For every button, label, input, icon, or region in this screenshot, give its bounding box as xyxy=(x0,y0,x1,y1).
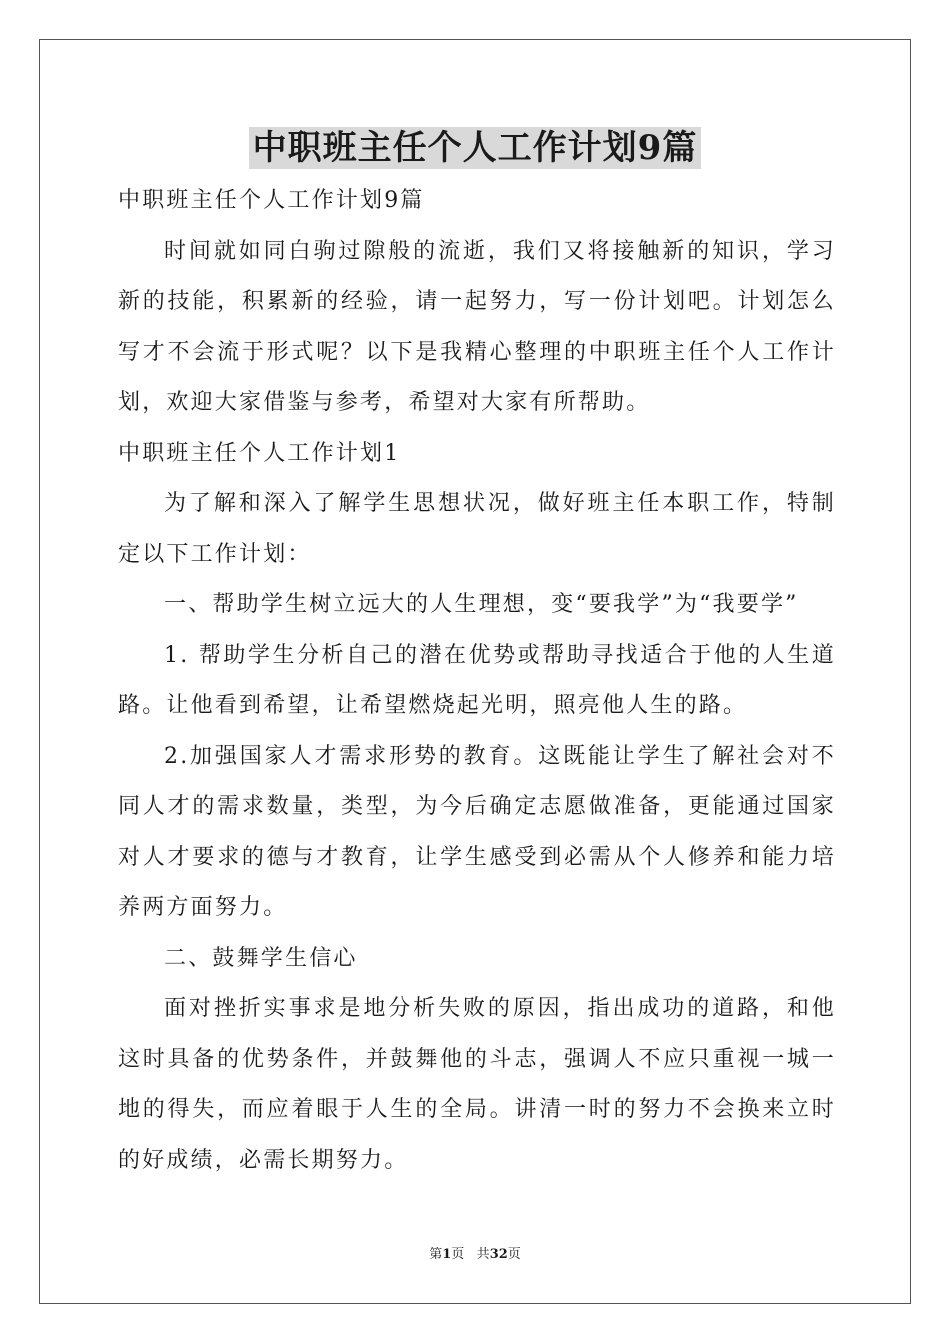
paragraph: 1. 帮助学生分析自己的潜在优势或帮助寻找适合于他的人生道路。让他看到希望，让希望燃烧起光明，照亮他人生的路。 xyxy=(118,642,836,718)
paragraph: 二、鼓舞学生信心 xyxy=(164,945,358,971)
page-footer xyxy=(0,1246,950,1264)
total-suffix: 页 xyxy=(507,1247,521,1262)
paragraph: 一、帮助学生树立远大的人生理想，变“要我学”为“我要学” xyxy=(164,592,799,617)
paragraph: 时间就如同白驹过隙般的流逝，我们又将接触新的知识，学习新的技能，积累新的经验，请一起努力，写一份计划吧。计划怎么写才不会流于形式呢？以下是我精心整理的中职班主任个人工作计划，欢迎大家借鉴与参考，希望对大家有所帮助。 xyxy=(118,238,836,415)
page-prefix: 第 xyxy=(429,1247,443,1262)
section-heading: 中职班主任个人工作计划1 xyxy=(118,440,401,466)
paragraph: 为了解和深入了解学生思想状况，做好班主任本职工作，特制定以下工作计划： xyxy=(118,491,836,567)
total-pages: 32 xyxy=(489,1247,508,1262)
title-container xyxy=(0,127,950,169)
document-title: 中职班主任个人工作计划9篇 xyxy=(249,127,702,169)
paragraph: 面对挫折实事求是地分析失败的原因，指出成功的道路，和他这时具备的优势条件，并鼓舞他的斗志，强调人不应只重视一城一地的得失，而应着眼于人生的全局。讲清一时的努力不会换来立时的好成绩，必需长期努力。 xyxy=(118,996,836,1173)
paragraph: 2.加强国家人才需求形势的教育。这既能让学生了解社会对不同人才的需求数量，类型，为今后确定志愿做准备，更能通过国家对人才要求的德与才教育，让学生感受到必需从个人修养和能力培养两方面努力。 xyxy=(118,743,836,920)
total-prefix: 共 xyxy=(476,1247,490,1262)
page-number: 1 xyxy=(442,1247,452,1262)
paragraph: 中职班主任个人工作计划9篇 xyxy=(118,188,425,213)
document-body xyxy=(118,176,836,1186)
page-suffix: 页 xyxy=(451,1247,465,1262)
